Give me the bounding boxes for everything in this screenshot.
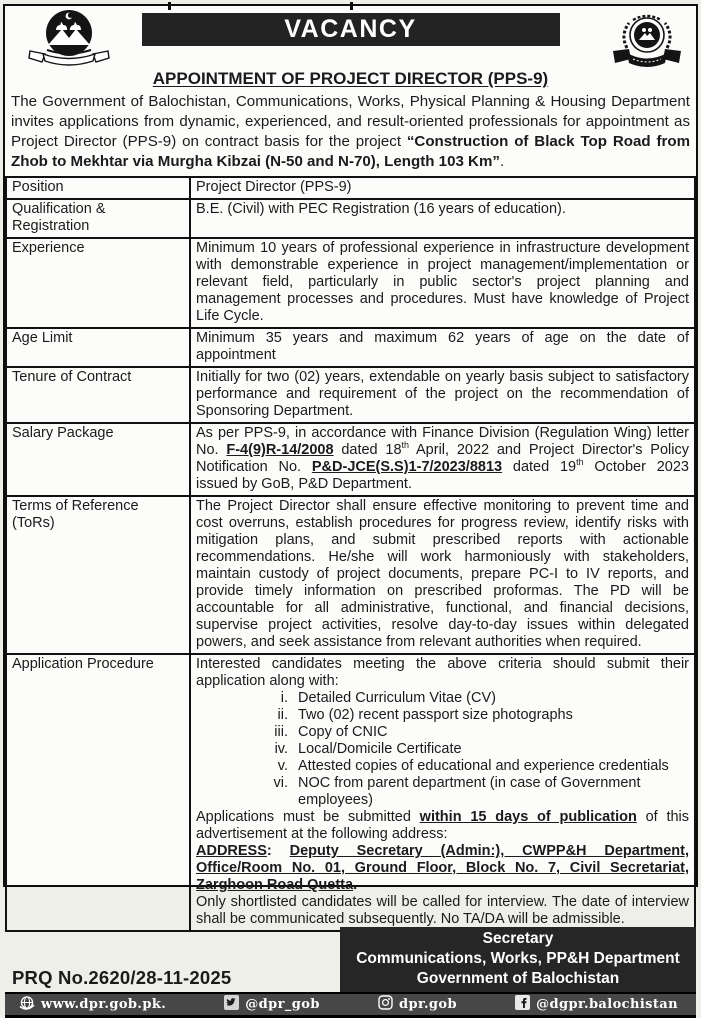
row-label-tors: Terms of Reference (ToRs) [6,496,190,654]
vacancy-advertisement [3,4,698,1012]
twitter-link[interactable] [224,995,320,1014]
table-row [6,328,695,367]
table-row [6,423,695,496]
row-value-age-limit: Minimum 35 years and maximum 62 years of age on the date of appointment [190,328,695,367]
table-row [6,199,695,238]
ad-header [5,6,696,68]
instagram-handle: dpr.gob [398,997,457,1012]
application-address: ADDRESS: Deputy Secretary (Admin:), CWPP&H Department, Office/Room No. 01, Ground Floor, Block No. 7, Civil Secretariat, Zarghoon Road Quetta. [196,843,689,893]
list-item: vi. NOC from parent department (in case of Government employees) [273,775,641,808]
row-value-position: Project Director (PPS-9) [190,177,695,199]
application-deadline: Applications must be submitted within 15 days of publication of this advertisement at the following address: [196,809,690,842]
row-value-qualification: B.E. (Civil) with PEC Registration (16 years of education). [190,199,695,238]
list-item: iv. Local/Domicile Certificate [274,741,462,757]
prq-number: PRQ No.2620/28-11-2025 [12,967,232,988]
row-label-age-limit: Age Limit [6,328,190,367]
dpr-social-bar [5,992,696,1018]
signatory-title: Secretary [482,930,554,947]
facebook-link[interactable] [515,995,678,1014]
table-row [6,177,695,199]
row-value-tenure: Initially for two (02) years, extendable on yearly basis subject to satisfactory performance and requirement of the project on the recommendation of Sponsoring Department. [190,367,695,423]
balochistan-govt-emblem-icon [17,8,121,71]
row-label-experience: Experience [6,238,190,328]
twitter-icon [224,995,239,1014]
row-value-tors: The Project Director shall ensure effective monitoring to prevent time and cost overruns, establish procedures for progress review, identify risks with mitigation plans, and submit prescribed reports with actionable recommendations. He/she will work harmoniously with stakeholders, maintain custody of project documents, prepare PC-I to IV reports, and provide timely information on prescribed proformas. The PD will be accountable for all administrative, functional, and financial decisions, supervise project activities, resolve day-to-day issues within delegated powers, and seek assistance from relevant authorities when required. [190,496,695,654]
application-documents-list [196,690,689,809]
row-label-tenure: Tenure of Contract [6,367,190,423]
row-value-experience: Minimum 10 years of professional experience in infrastructure development with demonstrable experience in project management/implementation or relevant field, particularly in public sector's project planning and management processes and procedures. Must have knowledge of Project Life Cycle. [190,238,695,328]
row-label-salary: Salary Package [6,423,190,496]
ad-footer-area [5,932,696,992]
row-label-qualification: Qualification & Registration [6,199,190,238]
website-link[interactable] [19,995,166,1015]
website-url: www.dpr.gob.pk. [41,997,167,1012]
signatory-department: Communications, Works, PP&H Department [356,950,680,967]
list-item: v. Attested copies of educational and experience credentials [277,758,669,774]
balochistan-govt-crest-icon [604,10,690,83]
row-label-application-procedure: Application Procedure [6,654,190,931]
facebook-icon [515,995,530,1014]
list-item: iii. Copy of CNIC [274,724,388,740]
twitter-handle: @dpr_gob [245,997,320,1012]
globe-icon [19,995,35,1015]
list-item: ii. Two (02) recent passport size photographs [277,707,573,723]
table-row [6,367,695,423]
row-label-position: Position [6,177,190,199]
signature-box [340,927,696,992]
instagram-icon [378,995,393,1014]
vacancy-details-table [5,176,696,932]
table-row [6,496,695,654]
facebook-handle: @dgpr.balochistan [536,997,678,1012]
instagram-link[interactable] [378,995,457,1014]
intro-paragraph: The Government of Balochistan, Communications, Works, Physical Planning & Housing Department invites applications from dynamic, experienced, and result-oriented professionals for appointment as Project Director (PPS-9) on contract basis for the project “Construction of Black Top Road from Zhob to Mekhtar via Murgha Kibzai (N-50 and N-70), Length 103 Km”. [11,93,690,170]
application-note: Only shortlisted candidates will be called for interview. The date of interview shall be communicated subsequently. No TA/DA will be admissible. [196,894,689,927]
row-value-salary: As per PPS-9, in accordance with Finance Division (Regulation Wing) letter No. F-4(9)R-14/2008 dated 18th April, 2022 and Project Director's Policy Notification No. P&D-JCE(S.S)1-7/2023/8813 dated 19th October 2023 issued by GoB, P&D Department. [190,423,695,496]
table-row [6,654,695,931]
ad-subtitle: APPOINTMENT OF PROJECT DIRECTOR (PPS-9) [152,69,549,88]
signatory-government: Government of Balochistan [416,970,620,987]
vacancy-title: VACANCY [142,13,560,46]
application-intro: Interested candidates meeting the above criteria should submit their application along with: [196,656,689,689]
list-item: i. Detailed Curriculum Vitae (CV) [280,690,496,706]
table-row [6,238,695,328]
row-value-application-procedure [190,654,695,931]
